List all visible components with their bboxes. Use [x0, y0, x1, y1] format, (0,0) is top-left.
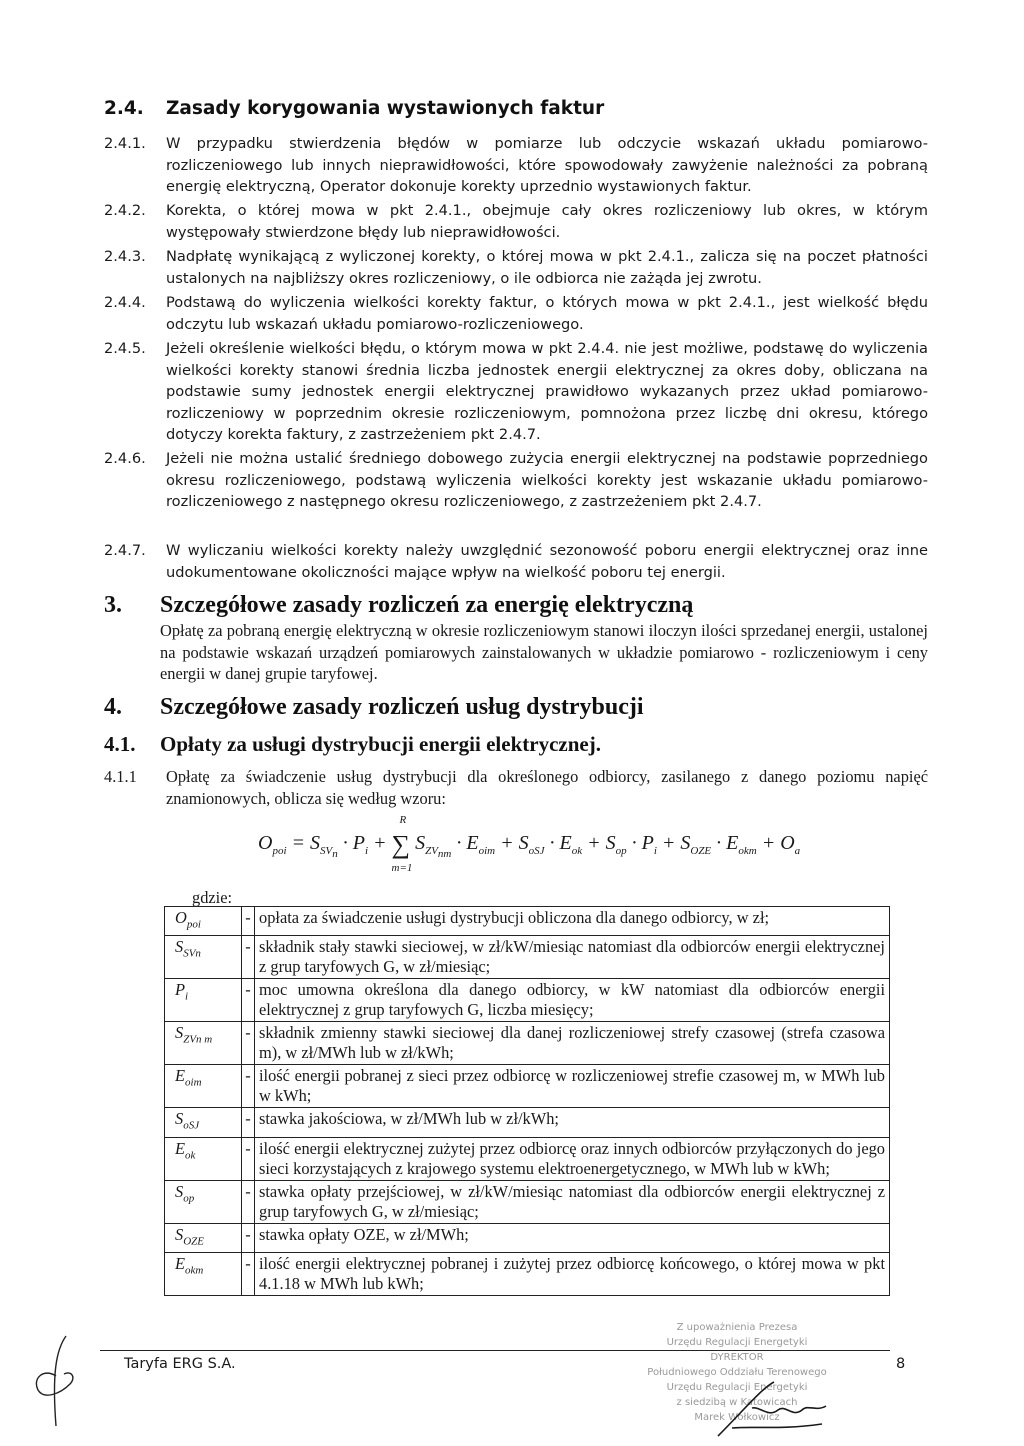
stamp-line: Urzędu Regulacji Energetyki: [666, 1337, 808, 1348]
paragraph-2-4-6: [104, 448, 928, 513]
paragraph-text: Jeżeli określenie wielkości błędu, o którym mowa w pkt 2.4.4. nie jest możliwe, podstawę do wyliczenia wielkości korekty stanowi średnia liczba jednostek energii elektrycznej za okres doby, obliczana na podstawie sumy jednostek energii elektrycznej prawidłowo wykazanych przez układ pomiarowo-rozliczeniowy w poprzednim okresie rozliczeniowym, pomnożona przez liczbę dni okresu, którego dotyczy korekta faktury, z zastrzeżeniem pkt 2.4.7.: [166, 340, 928, 443]
legend-symbol: $E_{okm}$: [165, 1252, 242, 1295]
legend-row: [165, 1022, 890, 1065]
section-number: 2.4.: [104, 98, 144, 119]
stamp-line: Marek Wołkowicz: [694, 1412, 780, 1423]
legend-row: [165, 907, 890, 936]
section-heading-4: [104, 694, 644, 721]
legend-row: [165, 1137, 890, 1180]
paragraph-text: Podstawą do wyliczenia wielkości korekty faktur, o których mowa w pkt 2.4.1., jest wielkość błędu odczytu lub wskazań układu pomiarowo-rozliczeniowego.: [166, 294, 928, 333]
legend-row: [165, 1180, 890, 1223]
legend-dash: -: [242, 1180, 255, 1223]
paragraph-2-4-1: [104, 133, 928, 198]
legend-description: stawka opłaty przejściowej, w zł/kW/miesiąc natomiast dla odbiorców energii elektrycznej z grup taryfowych G, w zł/miesiąc;: [255, 1180, 890, 1223]
paragraph-2-4-3: [104, 246, 928, 289]
legend-symbol: $S_{op}$: [165, 1180, 242, 1223]
legend-symbol: $S_{SVn}$: [165, 936, 242, 979]
paragraph-2-4-5: [104, 338, 928, 446]
section-title: Opłaty za usługi dystrybucji energii elektrycznej.: [160, 732, 601, 756]
tariff-formula: $O_{poi} = S_{SV_n} \cdot P_i$ + R ∑ m=1 $S_{ZV_{nm}} \cdot E_{oim} + S_{oSJ} \cdot E_{ok} + S_{op} \cdot P_i + S_{OZE} \cdot E_{okm} + O_a$: [258, 814, 801, 874]
paragraph-2-4-7: [104, 540, 928, 583]
legend-description: stawka opłaty OZE, w zł/MWh;: [255, 1223, 890, 1252]
paragraph-number: 2.4.4.: [104, 294, 146, 311]
paragraph-text: W wyliczaniu wielkości korekty należy uwzględnić sezonowość poboru energii elektrycznej oraz inne udokumentowane okoliczności mające wpływ na wielkość poboru tej energii.: [166, 542, 928, 581]
paragraph-number: 2.4.6.: [104, 450, 146, 467]
legend-symbol: $S_{ZVn m}$: [165, 1022, 242, 1065]
stamp-line: DYREKTOR: [710, 1352, 764, 1363]
paragraph-number: 2.4.5.: [104, 340, 146, 357]
stamp-line: Z upoważnienia Prezesa: [676, 1322, 798, 1333]
legend-row: [165, 936, 890, 979]
stamp-line: z siedzibą w Katowicach: [676, 1397, 798, 1408]
legend-description: moc umowna określona dla danego odbiorcy, w kW natomiast dla odbiorców energii elektrycznej z grup taryfowych G, liczba miesięcy;: [255, 979, 890, 1022]
paragraph-number: 2.4.3.: [104, 248, 146, 265]
section-number: 4.1.: [104, 732, 136, 756]
legend-dash: -: [242, 1223, 255, 1252]
legend-dash: -: [242, 1252, 255, 1295]
legend-symbol: $E_{ok}$: [165, 1137, 242, 1180]
section-title: Szczegółowe zasady rozliczeń za energię elektryczną: [160, 592, 694, 618]
section-3-text: Opłatę za pobraną energię elektryczną w okresie rozliczeniowym stanowi iloczyn ilości sprzedanej energii, ustalonej na podstawie wskazań urządzeń pomiarowych zainstalowanych w układzie pomiarowo - rozliczeniowym i ceny energii w danej grupie taryfowej.: [160, 621, 928, 683]
legend-description: ilość energii elektrycznej zużytej przez odbiorcę oraz innych odbiorców przyłączonych do jego sieci korzystających z krajowego systemu elektroenergetycznego, w MWh lub w kWh;: [255, 1137, 890, 1180]
sum-symbol: R ∑ m=1: [391, 814, 413, 874]
legend-row: [165, 1108, 890, 1137]
legend-description: ilość energii elektrycznej pobranej i zużytej przez odbiorcę końcowego, o której mowa w pkt 4.1.18 w MWh lub kWh;: [255, 1252, 890, 1295]
legend-dash: -: [242, 907, 255, 936]
paragraph-2-4-4: [104, 292, 928, 335]
paragraph-4-1-1: [104, 766, 928, 809]
legend-dash: -: [242, 936, 255, 979]
legend-symbol: $O_{poi}$: [165, 907, 242, 936]
paragraph-text: Jeżeli nie można ustalić średniego dobowego zużycia energii elektrycznej na podstawie poprzedniego okresu rozliczeniowego, podstawą wyliczenia wielkości korekty jest wskazanie układu pomiarowo-rozliczeniowego z następnego okresu rozliczeniowego, z zastrzeżeniem pkt 2.4.7.: [166, 450, 928, 510]
page-number: 8: [896, 1356, 906, 1372]
stamp-line: Urzędu Regulacji Energetyki: [666, 1382, 808, 1393]
section-heading-4-1: [104, 732, 601, 757]
legend-symbol: $S_{oSJ}$: [165, 1108, 242, 1137]
where-label: gdzie:: [192, 888, 233, 907]
legend-dash: -: [242, 1108, 255, 1137]
legend-description: składnik stały stawki sieciowej, w zł/kW/miesiąc natomiast dla odbiorców energii elektrycznej z grup taryfowych G, w zł/miesiąc;: [255, 936, 890, 979]
paragraph-text: W przypadku stwierdzenia błędów w pomiarze lub odczycie wskazań układu pomiarowo-rozliczeniowego lub innych nieprawidłowości, które spowodowały zawyżenie należności za pobraną energię elektryczną, Operator dokonuje korekty uprzednio wystawionych faktur.: [166, 135, 928, 195]
stamp-line: Południowego Oddziału Terenowego: [647, 1367, 827, 1378]
section-number: 4.: [104, 694, 122, 720]
legend-description: stawka jakościowa, w zł/MWh lub w zł/kWh;: [255, 1108, 890, 1137]
section-title: Szczegółowe zasady rozliczeń usług dystrybucji: [160, 694, 644, 720]
legend-row: [165, 979, 890, 1022]
legend-dash: -: [242, 1022, 255, 1065]
section-title: Zasady korygowania wystawionych faktur: [166, 98, 605, 119]
legend-row: [165, 1223, 890, 1252]
legend-symbol: $E_{oim}$: [165, 1065, 242, 1108]
legend-dash: -: [242, 1065, 255, 1108]
legend-symbol: $P_i$: [165, 979, 242, 1022]
section-heading-3: [104, 592, 693, 619]
handwritten-initials: [26, 1330, 86, 1430]
legend-dash: -: [242, 979, 255, 1022]
symbol-legend-table: [164, 906, 890, 1296]
legend-row: [165, 1065, 890, 1108]
paragraph-text: Opłatę za świadczenie usług dystrybucji dla określonego odbiorcy, zasilanego z danego poziomu napięć znamionowych, oblicza się według wzoru:: [166, 767, 928, 808]
paragraph-number: 2.4.7.: [104, 542, 146, 559]
legend-description: ilość energii pobranej z sieci przez odbiorcę w rozliczeniowej strefie czasowej m, w MWh lub w kWh;: [255, 1065, 890, 1108]
section-number: 3.: [104, 592, 122, 618]
legend-dash: -: [242, 1137, 255, 1180]
section-heading-2-4: [104, 98, 604, 119]
signature: [712, 1378, 832, 1442]
paragraph-text: Nadpłatę wynikającą z wyliczonej korekty, o której mowa w pkt 2.4.1., zalicza się na poczet płatności ustalonych na najbliższy okres rozliczeniowy, o ile odbiorca nie zażąda jej zwrotu.: [166, 248, 928, 287]
paragraph-number: 2.4.1.: [104, 135, 146, 152]
paragraph-number: 2.4.2.: [104, 202, 146, 219]
legend-row: [165, 1252, 890, 1295]
footer-company: Taryfa ERG S.A.: [124, 1356, 236, 1372]
paragraph-number: 4.1.1: [104, 767, 137, 786]
legend-symbol: $S_{OZE}$: [165, 1223, 242, 1252]
paragraph-text: Korekta, o której mowa w pkt 2.4.1., obejmuje cały okres rozliczeniowy lub okres, w którym występowały stwierdzone błędy lub nieprawidłowości.: [166, 202, 928, 241]
paragraph-2-4-2: [104, 200, 928, 243]
legend-description: składnik zmienny stawki sieciowej dla danej rozliczeniowej strefy czasowej (strefa czasowa m), w zł/MWh lub w zł/kWh;: [255, 1022, 890, 1065]
legend-description: opłata za świadczenie usługi dystrybucji obliczona dla danego odbiorcy, w zł;: [255, 907, 890, 936]
